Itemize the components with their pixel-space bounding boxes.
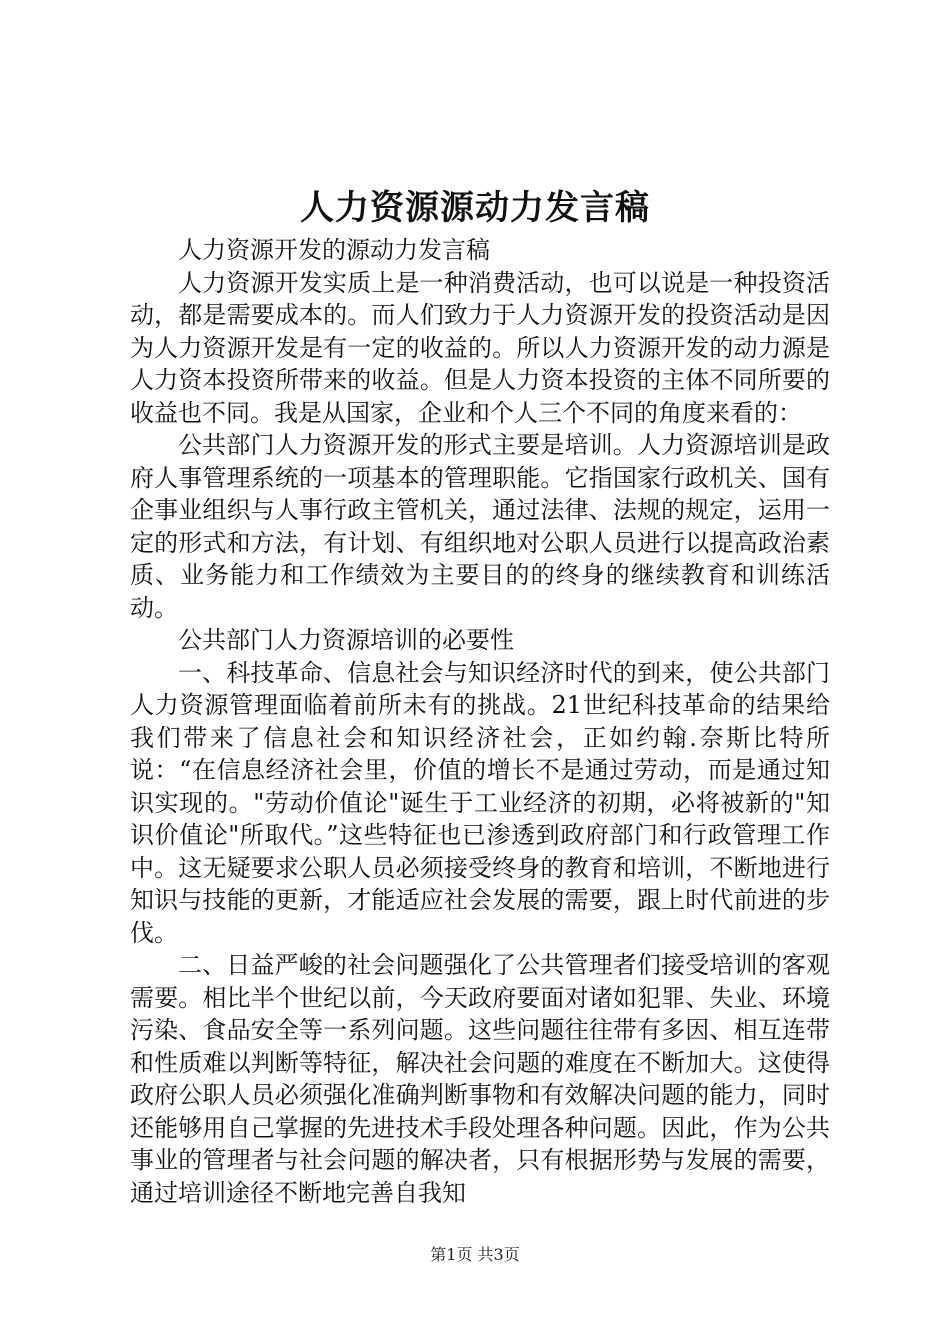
paragraph-point-two: 二、日益严峻的社会问题强化了公共管理者们接受培训的客观需要。相比半个世纪以前，今天政府要面对诸如犯罪、失业、环境污染、食品安全等一系列问题。这些问题往往带有多因、相互连带和性质难以判断等特征，解决社会问题的难度在不断加大。这使得政府公职人员必须强化准确判断事物和有效解决问题的能力，同时还能够用自己掌握的先进技术手段处理各种问题。因此，作为公共事业的管理者与社会问题的解决者，只有根据形势与发展的需要，通过培训途径不断地完善自我知 [130, 951, 830, 1207]
paragraph-intro: 人力资源开发实质上是一种消费活动，也可以说是一种投资活动，都是需要成本的。而人们致力于人力资源开发的投资活动是因为人力资源开发是有一定的收益的。所以人力资源开发的动力源是人力资本投资所带来的收益。但是人力资本投资的主体不同所要的收益也不同。我是从国家，企业和个人三个不同的角度来看的： [130, 268, 830, 427]
page-number-footer: 第1页 共3页 [430, 1245, 520, 1264]
paragraph-subtitle: 人力资源开发的源动力发言稿 [178, 236, 490, 264]
paragraph-training-definition: 公共部门人力资源开发的形式主要是培训。人力资源培训是政府人事管理系统的一项基本的管理职能。它指国家行政机关、国有企事业组织与人事行政主管机关，通过法律、法规的规定，运用一定的形式和方法，有计划、有组织地对公职人员进行以提高政治素质、业务能力和工作绩效为主要目的的终身的继续教育和训练活动。 [130, 431, 830, 622]
paragraph-section-heading: 公共部门人力资源培训的必要性 [178, 626, 514, 654]
paragraph-point-one: 一、科技革命、信息社会与知识经济时代的到来，使公共部门人力资源管理面临着前所未有的挑战。21世纪科技革命的结果给我们带来了信息社会和知识经济社会，正如约翰.奈斯比特所说：“在信息经济社会里，价值的增长不是通过劳动，而是通过知识实现的。"劳动价值论"诞生于工业经济的初期，必将被新的"知识价值论"所取代。”这些特征也已渗透到政府部门和行政管理工作中。这无疑要求公职人员必须接受终身的教育和培训，不断地进行知识与技能的更新，才能适应社会发展的需要，跟上时代前进的步伐。 [130, 658, 830, 947]
document-title: 人力资源源动力发言稿 [300, 188, 650, 228]
document-body [130, 234, 830, 1209]
